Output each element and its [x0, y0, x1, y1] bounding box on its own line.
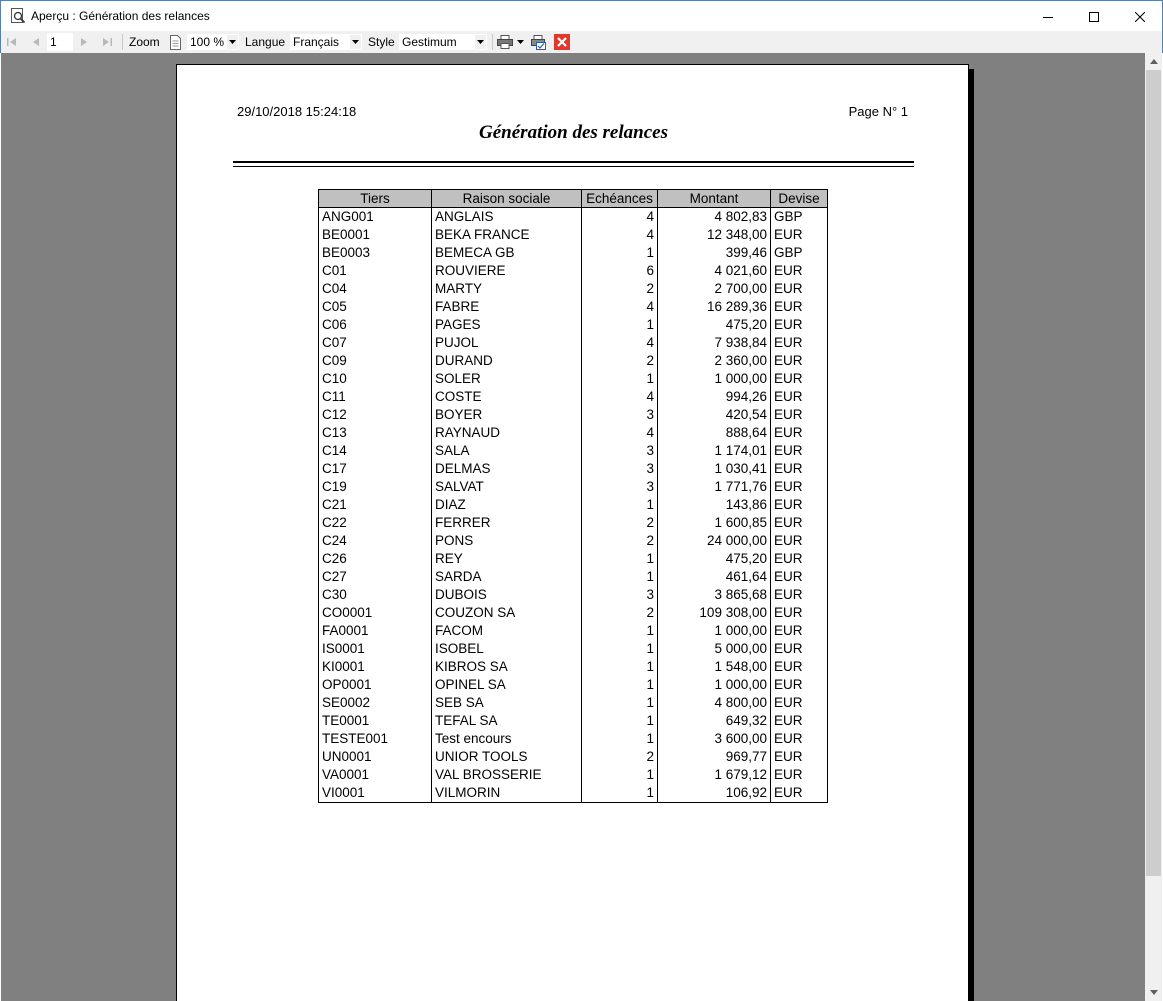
- page-width-icon[interactable]: [169, 31, 182, 53]
- cell-echeances: 1: [582, 676, 658, 694]
- cell-tiers: C12: [319, 406, 432, 424]
- table-row: [319, 640, 828, 658]
- style-value: Gestimum: [402, 35, 457, 49]
- report-page: [176, 64, 969, 1001]
- cell-montant: 420,54: [658, 406, 771, 424]
- preview-toolbar: [0, 31, 1163, 53]
- cell-echeances: 1: [582, 316, 658, 334]
- cell-echeances: 3: [582, 442, 658, 460]
- table-row: [319, 748, 828, 766]
- cell-echeances: 2: [582, 280, 658, 298]
- minimize-button[interactable]: [1025, 1, 1071, 32]
- cell-tiers: CO0001: [319, 604, 432, 622]
- cell-montant: 109 308,00: [658, 604, 771, 622]
- cell-tiers: VI0001: [319, 784, 432, 803]
- scroll-down-icon[interactable]: [1145, 984, 1162, 1001]
- cell-tiers: C22: [319, 514, 432, 532]
- cell-tiers: TESTE001: [319, 730, 432, 748]
- table-row: [319, 370, 828, 388]
- cell-montant: 994,26: [658, 388, 771, 406]
- table-row: [319, 388, 828, 406]
- table-row: [319, 352, 828, 370]
- vertical-scrollbar[interactable]: [1145, 53, 1162, 1001]
- cell-tiers: C13: [319, 424, 432, 442]
- title-rule: [233, 166, 914, 167]
- cell-montant: 2 360,00: [658, 352, 771, 370]
- table-row: [319, 514, 828, 532]
- cell-devise: EUR: [771, 712, 828, 730]
- cell-montant: 12 348,00: [658, 226, 771, 244]
- language-value: Français: [293, 35, 340, 49]
- cell-echeances: 3: [582, 478, 658, 496]
- maximize-button[interactable]: [1071, 1, 1117, 32]
- cell-montant: 16 289,36: [658, 298, 771, 316]
- cell-raison-sociale: DURAND: [432, 352, 582, 370]
- cell-raison-sociale: FACOM: [432, 622, 582, 640]
- cell-echeances: 2: [582, 532, 658, 550]
- cell-tiers: C10: [319, 370, 432, 388]
- cell-montant: 106,92: [658, 784, 771, 803]
- cell-montant: 1 000,00: [658, 622, 771, 640]
- cell-tiers: BE0001: [319, 226, 432, 244]
- cell-echeances: 4: [582, 208, 658, 227]
- table-header-row: [319, 190, 828, 208]
- toolbar-separator: [122, 34, 123, 50]
- cell-devise: EUR: [771, 532, 828, 550]
- style-label: Style: [368, 35, 395, 49]
- window-title: Aperçu : Génération des relances: [31, 9, 210, 23]
- cell-raison-sociale: OPINEL SA: [432, 676, 582, 694]
- cell-tiers: C19: [319, 478, 432, 496]
- language-label: Langue: [245, 35, 286, 49]
- cell-raison-sociale: ISOBEL: [432, 640, 582, 658]
- cell-raison-sociale: DUBOIS: [432, 586, 582, 604]
- cell-tiers: OP0001: [319, 676, 432, 694]
- table-row: [319, 766, 828, 784]
- preview-icon: [10, 8, 26, 24]
- column-header-devise: Devise: [771, 190, 828, 208]
- cell-echeances: 2: [582, 514, 658, 532]
- table-row: [319, 712, 828, 730]
- previous-page-button[interactable]: [30, 31, 42, 53]
- cell-tiers: C09: [319, 352, 432, 370]
- cell-tiers: VA0001: [319, 766, 432, 784]
- cell-montant: 143,86: [658, 496, 771, 514]
- cell-raison-sociale: COUZON SA: [432, 604, 582, 622]
- cell-devise: EUR: [771, 298, 828, 316]
- next-page-button[interactable]: [78, 31, 90, 53]
- table-row: [319, 532, 828, 550]
- cell-devise: EUR: [771, 226, 828, 244]
- cell-echeances: 1: [582, 496, 658, 514]
- cell-montant: 1 771,76: [658, 478, 771, 496]
- cell-echeances: 1: [582, 370, 658, 388]
- column-header-montant: Montant: [658, 190, 771, 208]
- cell-raison-sociale: Test encours: [432, 730, 582, 748]
- cell-echeances: 6: [582, 262, 658, 280]
- cell-tiers: C17: [319, 460, 432, 478]
- column-header-echeances: Echéances: [582, 190, 658, 208]
- cell-echeances: 2: [582, 352, 658, 370]
- table-row: [319, 784, 828, 803]
- cell-tiers: TE0001: [319, 712, 432, 730]
- table-row: [319, 298, 828, 316]
- cell-echeances: 1: [582, 694, 658, 712]
- table-row: [319, 280, 828, 298]
- cell-echeances: 1: [582, 766, 658, 784]
- cell-raison-sociale: SALA: [432, 442, 582, 460]
- table-row: [319, 586, 828, 604]
- cell-raison-sociale: VAL BROSSERIE: [432, 766, 582, 784]
- cell-tiers: C07: [319, 334, 432, 352]
- cell-tiers: UN0001: [319, 748, 432, 766]
- cell-raison-sociale: VILMORIN: [432, 784, 582, 803]
- scroll-up-icon[interactable]: [1145, 53, 1162, 70]
- cell-montant: 649,32: [658, 712, 771, 730]
- cell-devise: EUR: [771, 262, 828, 280]
- cell-devise: EUR: [771, 406, 828, 424]
- cell-devise: EUR: [771, 658, 828, 676]
- language-select[interactable]: [289, 33, 363, 51]
- cell-montant: 1 000,00: [658, 676, 771, 694]
- cell-devise: EUR: [771, 676, 828, 694]
- cell-tiers: ANG001: [319, 208, 432, 227]
- close-window-button[interactable]: [1117, 1, 1163, 32]
- cell-montant: 475,20: [658, 316, 771, 334]
- cell-raison-sociale: FERRER: [432, 514, 582, 532]
- zoom-label: Zoom: [129, 35, 160, 49]
- cell-devise: EUR: [771, 766, 828, 784]
- cell-echeances: 4: [582, 226, 658, 244]
- table-row: [319, 334, 828, 352]
- cell-echeances: 4: [582, 424, 658, 442]
- cell-devise: EUR: [771, 280, 828, 298]
- cell-devise: EUR: [771, 604, 828, 622]
- cell-echeances: 4: [582, 334, 658, 352]
- report-title: Génération des relances: [479, 122, 668, 143]
- cell-raison-sociale: BEKA FRANCE: [432, 226, 582, 244]
- cell-montant: 1 600,85: [658, 514, 771, 532]
- cell-devise: EUR: [771, 424, 828, 442]
- cell-tiers: C30: [319, 586, 432, 604]
- cell-echeances: 1: [582, 712, 658, 730]
- chevron-down-icon: [227, 35, 238, 49]
- first-page-button[interactable]: [6, 31, 18, 53]
- cell-tiers: C24: [319, 532, 432, 550]
- cell-tiers: IS0001: [319, 640, 432, 658]
- cell-raison-sociale: MARTY: [432, 280, 582, 298]
- cell-raison-sociale: RAYNAUD: [432, 424, 582, 442]
- table-row: [319, 442, 828, 460]
- cell-tiers: SE0002: [319, 694, 432, 712]
- cell-montant: 461,64: [658, 568, 771, 586]
- cell-montant: 1 679,12: [658, 766, 771, 784]
- table-row: [319, 316, 828, 334]
- cell-raison-sociale: SALVAT: [432, 478, 582, 496]
- cell-tiers: C01: [319, 262, 432, 280]
- cell-tiers: C27: [319, 568, 432, 586]
- cell-montant: 3 865,68: [658, 586, 771, 604]
- cell-montant: 4 802,83: [658, 208, 771, 227]
- table-row: [319, 208, 828, 227]
- cell-tiers: BE0003: [319, 244, 432, 262]
- title-rule: [233, 161, 914, 163]
- cell-raison-sociale: ANGLAIS: [432, 208, 582, 227]
- cell-echeances: 2: [582, 748, 658, 766]
- zoom-value: 100 %: [190, 35, 225, 49]
- cell-echeances: 3: [582, 586, 658, 604]
- cell-raison-sociale: PUJOL: [432, 334, 582, 352]
- cell-devise: EUR: [771, 730, 828, 748]
- cell-montant: 399,46: [658, 244, 771, 262]
- cell-echeances: 3: [582, 460, 658, 478]
- cell-montant: 1 000,00: [658, 370, 771, 388]
- cell-devise: GBP: [771, 244, 828, 262]
- cell-raison-sociale: SARDA: [432, 568, 582, 586]
- cell-raison-sociale: FABRE: [432, 298, 582, 316]
- chevron-down-icon: [350, 35, 361, 49]
- cell-tiers: C11: [319, 388, 432, 406]
- cell-montant: 3 600,00: [658, 730, 771, 748]
- cell-raison-sociale: DELMAS: [432, 460, 582, 478]
- cell-montant: 4 021,60: [658, 262, 771, 280]
- print-options-dropdown[interactable]: [517, 31, 524, 53]
- cell-montant: 2 700,00: [658, 280, 771, 298]
- cell-devise: EUR: [771, 748, 828, 766]
- cell-devise: EUR: [771, 514, 828, 532]
- cell-tiers: C05: [319, 298, 432, 316]
- cell-devise: EUR: [771, 694, 828, 712]
- cell-echeances: 1: [582, 244, 658, 262]
- cell-devise: GBP: [771, 208, 828, 227]
- cell-tiers: C14: [319, 442, 432, 460]
- column-header-raison-sociale: Raison sociale: [432, 190, 582, 208]
- cell-devise: EUR: [771, 334, 828, 352]
- print-button[interactable]: [497, 31, 513, 53]
- table-row: [319, 694, 828, 712]
- column-header-tiers: Tiers: [319, 190, 432, 208]
- cell-tiers: C26: [319, 550, 432, 568]
- cell-devise: EUR: [771, 442, 828, 460]
- cell-echeances: 4: [582, 388, 658, 406]
- cell-devise: EUR: [771, 784, 828, 803]
- table-row: [319, 658, 828, 676]
- cell-raison-sociale: COSTE: [432, 388, 582, 406]
- cell-montant: 1 030,41: [658, 460, 771, 478]
- table-row: [319, 460, 828, 478]
- chevron-down-icon: [475, 35, 486, 49]
- cell-echeances: 1: [582, 658, 658, 676]
- cell-tiers: KI0001: [319, 658, 432, 676]
- cell-raison-sociale: KIBROS SA: [432, 658, 582, 676]
- cell-devise: EUR: [771, 316, 828, 334]
- table-row: [319, 676, 828, 694]
- cell-raison-sociale: TEFAL SA: [432, 712, 582, 730]
- table-row: [319, 604, 828, 622]
- table-row: [319, 226, 828, 244]
- table-row: [319, 424, 828, 442]
- cell-montant: 4 800,00: [658, 694, 771, 712]
- table-row: [319, 262, 828, 280]
- table-row: [319, 478, 828, 496]
- table-body: [319, 208, 828, 803]
- relances-table: [318, 189, 828, 803]
- cell-raison-sociale: REY: [432, 550, 582, 568]
- page-number-input[interactable]: [47, 33, 73, 51]
- cell-raison-sociale: PAGES: [432, 316, 582, 334]
- cell-tiers: C21: [319, 496, 432, 514]
- cell-raison-sociale: ROUVIERE: [432, 262, 582, 280]
- cell-devise: EUR: [771, 352, 828, 370]
- print-setup-icon[interactable]: [530, 31, 547, 53]
- cell-devise: EUR: [771, 388, 828, 406]
- cell-raison-sociale: SOLER: [432, 370, 582, 388]
- table-row: [319, 406, 828, 424]
- table-row: [319, 730, 828, 748]
- cell-tiers: C04: [319, 280, 432, 298]
- cell-devise: EUR: [771, 640, 828, 658]
- cell-devise: EUR: [771, 568, 828, 586]
- cell-tiers: C06: [319, 316, 432, 334]
- zoom-select[interactable]: [186, 33, 240, 51]
- close-preview-button[interactable]: [554, 31, 570, 53]
- table-row: [319, 244, 828, 262]
- cell-montant: 24 000,00: [658, 532, 771, 550]
- cell-echeances: 1: [582, 784, 658, 803]
- cell-montant: 5 000,00: [658, 640, 771, 658]
- cell-montant: 475,20: [658, 550, 771, 568]
- cell-tiers: FA0001: [319, 622, 432, 640]
- title-bar: [0, 0, 1163, 31]
- cell-devise: EUR: [771, 622, 828, 640]
- report-datetime: 29/10/2018 15:24:18: [237, 104, 357, 119]
- toolbar-separator: [492, 34, 493, 50]
- cell-raison-sociale: SEB SA: [432, 694, 582, 712]
- preview-area[interactable]: [1, 53, 1145, 1001]
- scrollbar-thumb[interactable]: [1146, 70, 1161, 876]
- cell-echeances: 3: [582, 406, 658, 424]
- cell-montant: 969,77: [658, 748, 771, 766]
- report-page-number: Page N° 1: [848, 104, 908, 119]
- cell-raison-sociale: PONS: [432, 532, 582, 550]
- cell-echeances: 1: [582, 568, 658, 586]
- cell-echeances: 1: [582, 622, 658, 640]
- cell-montant: 888,64: [658, 424, 771, 442]
- cell-montant: 7 938,84: [658, 334, 771, 352]
- table-row: [319, 550, 828, 568]
- cell-raison-sociale: UNIOR TOOLS: [432, 748, 582, 766]
- cell-devise: EUR: [771, 496, 828, 514]
- cell-montant: 1 174,01: [658, 442, 771, 460]
- cell-devise: EUR: [771, 370, 828, 388]
- cell-raison-sociale: DIAZ: [432, 496, 582, 514]
- cell-echeances: 1: [582, 550, 658, 568]
- last-page-button[interactable]: [101, 31, 113, 53]
- cell-echeances: 1: [582, 730, 658, 748]
- cell-echeances: 2: [582, 604, 658, 622]
- cell-devise: EUR: [771, 586, 828, 604]
- cell-raison-sociale: BEMECA GB: [432, 244, 582, 262]
- table-row: [319, 622, 828, 640]
- cell-devise: EUR: [771, 550, 828, 568]
- table-row: [319, 496, 828, 514]
- cell-echeances: 1: [582, 640, 658, 658]
- style-select[interactable]: [398, 33, 488, 51]
- cell-devise: EUR: [771, 460, 828, 478]
- cell-echeances: 4: [582, 298, 658, 316]
- cell-raison-sociale: BOYER: [432, 406, 582, 424]
- table-row: [319, 568, 828, 586]
- cell-devise: EUR: [771, 478, 828, 496]
- cell-montant: 1 548,00: [658, 658, 771, 676]
